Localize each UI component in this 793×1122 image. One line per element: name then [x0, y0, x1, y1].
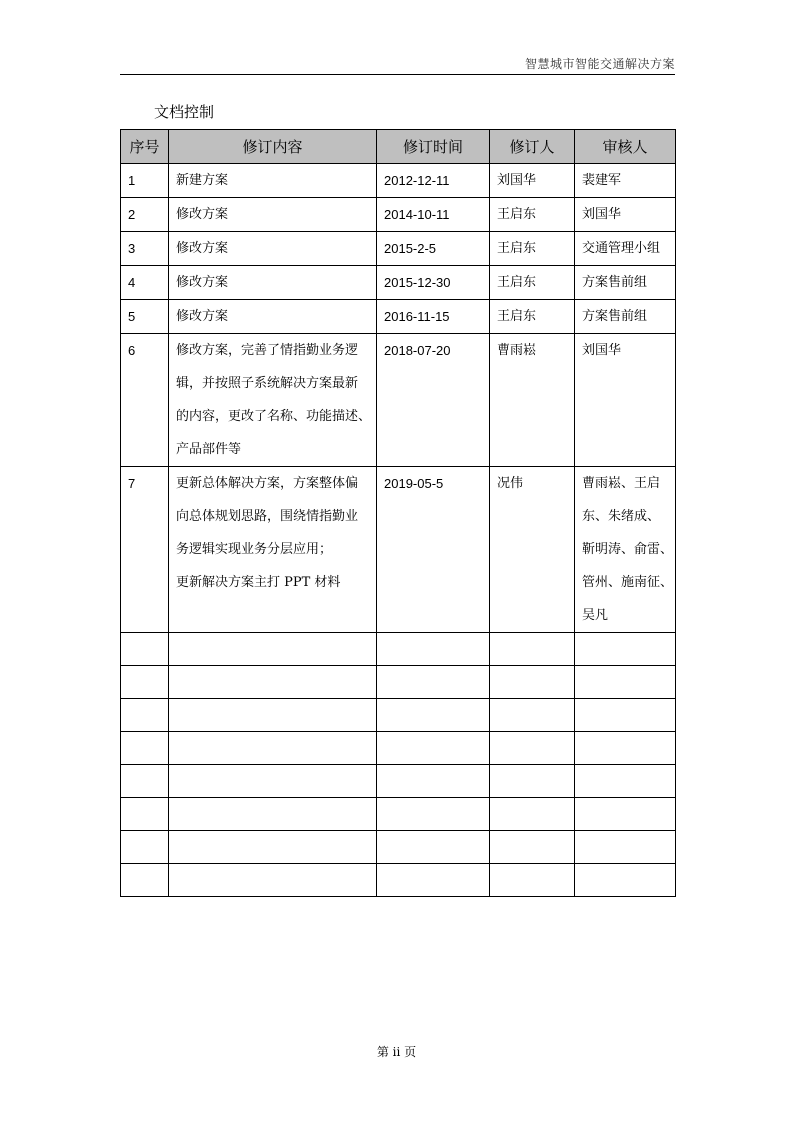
cell-reviewer	[575, 467, 676, 633]
reviewer-line: 吴凡	[582, 608, 609, 623]
header-title: 智慧城市智能交通解决方案	[524, 57, 675, 71]
empty-row	[121, 765, 676, 798]
table-header-row	[121, 130, 676, 164]
content-line: 修改方案	[176, 309, 229, 324]
empty-cell	[490, 633, 575, 666]
content-line: 产品部件等	[176, 442, 242, 457]
col-header-reviser: 修订人	[490, 130, 575, 164]
cell-reviewer	[575, 334, 676, 467]
empty-cell	[490, 798, 575, 831]
empty-cell	[490, 699, 575, 732]
empty-cell	[490, 765, 575, 798]
cell-content	[169, 266, 377, 300]
cell-time: 2015-2-5	[377, 232, 490, 266]
empty-row	[121, 798, 676, 831]
content-line: 修改方案	[176, 241, 229, 256]
empty-cell	[169, 864, 377, 897]
page-header	[120, 55, 675, 75]
cell-content	[169, 198, 377, 232]
empty-cell	[377, 765, 490, 798]
page-number: 第 ii 页	[376, 1045, 417, 1059]
cell-no: 5	[121, 300, 169, 334]
cell-content	[169, 300, 377, 334]
empty-row	[121, 732, 676, 765]
cell-time: 2019-05-5	[377, 467, 490, 633]
empty-cell	[377, 798, 490, 831]
empty-cell	[575, 864, 676, 897]
empty-cell	[169, 699, 377, 732]
empty-cell	[575, 831, 676, 864]
empty-cell	[121, 699, 169, 732]
content-line: 向总体规划思路，围绕情指勤业	[176, 509, 359, 524]
empty-row	[121, 633, 676, 666]
empty-cell	[575, 666, 676, 699]
empty-cell	[121, 864, 169, 897]
revision-table	[120, 129, 676, 897]
empty-row	[121, 864, 676, 897]
reviewer-line: 刘国华	[582, 343, 622, 358]
cell-no: 7	[121, 467, 169, 633]
empty-row	[121, 666, 676, 699]
content-line: 新建方案	[176, 173, 229, 188]
cell-reviser: 曹雨崧	[490, 334, 575, 467]
empty-cell	[575, 699, 676, 732]
table-row	[121, 232, 676, 266]
empty-cell	[121, 765, 169, 798]
cell-reviewer	[575, 232, 676, 266]
empty-cell	[169, 765, 377, 798]
section-title: 文档控制	[154, 103, 215, 121]
empty-cell	[121, 633, 169, 666]
empty-cell	[490, 864, 575, 897]
empty-cell	[490, 831, 575, 864]
table-row	[121, 300, 676, 334]
cell-content	[169, 232, 377, 266]
empty-cell	[377, 699, 490, 732]
cell-no: 3	[121, 232, 169, 266]
empty-cell	[121, 732, 169, 765]
reviewer-line: 交通管理小组	[582, 241, 661, 256]
content-line: 辑，并按照子系统解决方案最新	[176, 376, 359, 391]
empty-row	[121, 699, 676, 732]
reviewer-line: 方案售前组	[582, 275, 648, 290]
empty-cell	[575, 798, 676, 831]
table-row	[121, 164, 676, 198]
cell-reviewer	[575, 300, 676, 334]
content-line: 修改方案	[176, 275, 229, 290]
content-line: 更新总体解决方案，方案整体偏	[176, 476, 359, 491]
empty-cell	[575, 732, 676, 765]
empty-cell	[490, 732, 575, 765]
cell-no: 6	[121, 334, 169, 467]
cell-reviser: 王启东	[490, 198, 575, 232]
cell-content	[169, 334, 377, 467]
table-row	[121, 266, 676, 300]
cell-time: 2016-11-15	[377, 300, 490, 334]
col-header-no: 序号	[121, 130, 169, 164]
table-row	[121, 198, 676, 232]
cell-content	[169, 164, 377, 198]
cell-reviewer	[575, 266, 676, 300]
empty-cell	[121, 798, 169, 831]
empty-cell	[169, 798, 377, 831]
cell-no: 2	[121, 198, 169, 232]
content-line: 的内容，更改了名称、功能描述、	[176, 409, 372, 424]
cell-time: 2012-12-11	[377, 164, 490, 198]
content-line: 务逻辑实现业务分层应用；	[176, 542, 333, 557]
content-line: 修改方案	[176, 207, 229, 222]
empty-cell	[377, 633, 490, 666]
empty-cell	[490, 666, 575, 699]
reviewer-line: 东、朱绪成、	[582, 509, 661, 524]
empty-cell	[377, 732, 490, 765]
reviewer-line: 刘国华	[582, 207, 622, 222]
col-header-time: 修订时间	[377, 130, 490, 164]
empty-row	[121, 831, 676, 864]
cell-no: 4	[121, 266, 169, 300]
cell-content	[169, 467, 377, 633]
reviewer-line: 管州、施南征、	[582, 575, 674, 590]
cell-reviser: 王启东	[490, 266, 575, 300]
cell-no: 1	[121, 164, 169, 198]
content-line: 更新解决方案主打 PPT 材料	[176, 575, 341, 590]
empty-cell	[377, 831, 490, 864]
cell-reviewer	[575, 198, 676, 232]
reviewer-line: 方案售前组	[582, 309, 648, 324]
content-line: 修改方案，完善了情指勤业务逻	[176, 343, 359, 358]
cell-reviser: 刘国华	[490, 164, 575, 198]
empty-cell	[121, 666, 169, 699]
table-row	[121, 467, 676, 633]
cell-time: 2018-07-20	[377, 334, 490, 467]
empty-cell	[121, 831, 169, 864]
cell-reviser: 王启东	[490, 232, 575, 266]
reviewer-line: 裴建军	[582, 173, 622, 188]
reviewer-line: 靳明涛、俞雷、	[582, 542, 674, 557]
reviewer-line: 曹雨崧、王启	[582, 476, 661, 491]
empty-cell	[575, 633, 676, 666]
empty-cell	[377, 666, 490, 699]
table-row	[121, 334, 676, 467]
empty-cell	[169, 666, 377, 699]
cell-time: 2015-12-30	[377, 266, 490, 300]
empty-cell	[575, 765, 676, 798]
cell-reviewer	[575, 164, 676, 198]
col-header-reviewer: 审核人	[575, 130, 676, 164]
cell-reviser: 况伟	[490, 467, 575, 633]
cell-time: 2014-10-11	[377, 198, 490, 232]
empty-cell	[377, 864, 490, 897]
empty-cell	[169, 633, 377, 666]
col-header-content: 修订内容	[169, 130, 377, 164]
empty-cell	[169, 732, 377, 765]
empty-cell	[169, 831, 377, 864]
cell-reviser: 王启东	[490, 300, 575, 334]
